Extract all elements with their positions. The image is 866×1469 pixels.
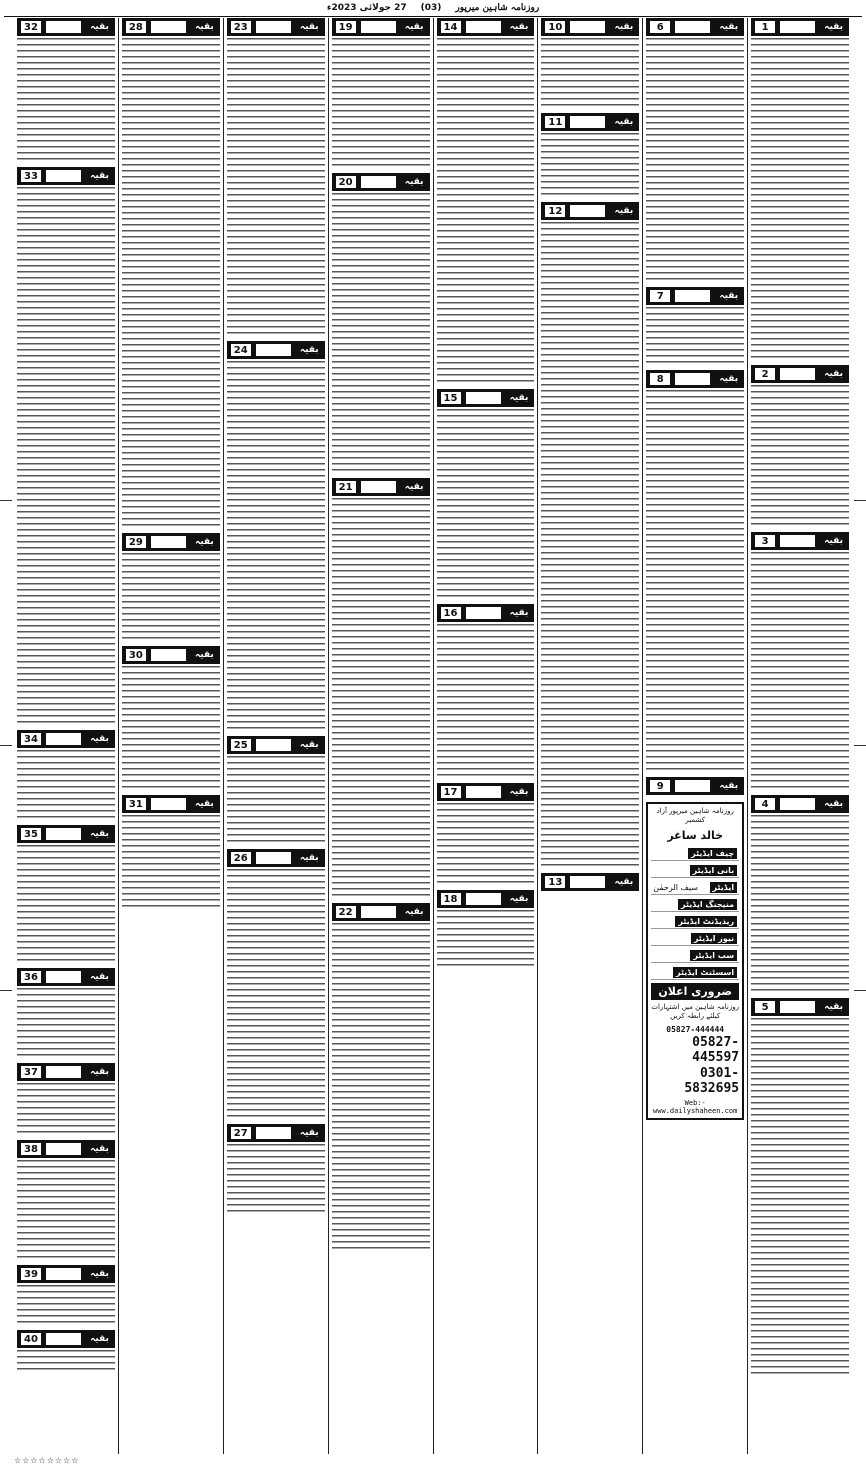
continuation-label: بقیہ xyxy=(404,22,424,32)
continuation-header xyxy=(751,18,849,36)
article-text xyxy=(646,307,744,367)
article-text xyxy=(227,869,325,1121)
continuation-header xyxy=(541,113,639,131)
continuation-number: 39 xyxy=(20,1267,42,1281)
header-band xyxy=(466,786,501,798)
continuation-item xyxy=(751,365,849,529)
article-text xyxy=(17,1083,115,1137)
header-band xyxy=(46,21,81,33)
continuation-label: بقیہ xyxy=(299,22,319,32)
continuation-number: 9 xyxy=(649,779,671,793)
continuation-item xyxy=(332,478,430,900)
continuation-item xyxy=(646,370,744,774)
continuation-header xyxy=(437,890,535,908)
header-band xyxy=(151,536,186,548)
continuation-label: بقیہ xyxy=(719,291,739,301)
continuation-number: 13 xyxy=(544,875,566,889)
continuation-item xyxy=(122,646,220,792)
staff-name: سیف الرحمٰن xyxy=(653,882,698,892)
article-text xyxy=(122,38,220,530)
header-band xyxy=(466,21,501,33)
header-band xyxy=(256,1127,291,1139)
continuation-header xyxy=(646,18,744,36)
continuation-number: 30 xyxy=(125,648,147,662)
staff-row xyxy=(651,881,739,895)
article-text xyxy=(751,552,849,792)
continuation-header xyxy=(17,1330,115,1348)
header-band xyxy=(256,739,291,751)
continuation-item xyxy=(437,890,535,970)
header-band xyxy=(780,368,815,380)
continuation-item xyxy=(541,113,639,199)
header-band xyxy=(151,798,186,810)
continuation-header xyxy=(332,903,430,921)
fold-mark-right-2 xyxy=(854,745,866,746)
fold-mark-right-3 xyxy=(854,990,866,991)
continuation-number: 24 xyxy=(230,343,252,357)
continuation-label: بقیہ xyxy=(90,734,109,744)
continuation-item xyxy=(646,777,744,797)
continuation-number: 12 xyxy=(544,204,566,218)
continuation-label: بقیہ xyxy=(194,22,214,32)
header-band xyxy=(361,21,396,33)
continuation-number: 28 xyxy=(125,20,147,34)
header-band xyxy=(46,1143,81,1155)
article-text xyxy=(17,1160,115,1262)
header-band xyxy=(151,21,186,33)
continuation-item xyxy=(541,18,639,110)
header-band xyxy=(361,906,396,918)
continuation-label: بقیہ xyxy=(614,206,634,216)
staff-row xyxy=(651,966,739,980)
staff-row xyxy=(651,915,739,929)
header-band xyxy=(675,373,710,385)
continuation-header xyxy=(437,783,535,801)
continuation-number: 27 xyxy=(230,1126,252,1140)
continuation-header xyxy=(17,1063,115,1081)
continuation-header xyxy=(17,18,115,36)
continuation-header xyxy=(227,1124,325,1142)
continuation-label: بقیہ xyxy=(90,1067,109,1077)
article-text xyxy=(17,988,115,1060)
phone-small: 05827-444444 xyxy=(666,1024,725,1034)
staff-row xyxy=(651,847,739,861)
continuation-label: بقیہ xyxy=(90,1334,109,1344)
continuation-label: بقیہ xyxy=(509,894,529,904)
header-band xyxy=(780,535,815,547)
continuation-header xyxy=(332,18,430,36)
continuation-label: بقیہ xyxy=(509,22,529,32)
phone-2: 0301-5832695 xyxy=(684,1065,740,1096)
continuation-header xyxy=(541,18,639,36)
continuation-header xyxy=(17,1265,115,1283)
header-band xyxy=(675,21,710,33)
continuation-number: 16 xyxy=(440,606,462,620)
footer-stars: ☆☆☆☆☆☆☆☆ xyxy=(14,1456,80,1465)
continuation-label: بقیہ xyxy=(614,877,634,887)
continuation-header xyxy=(227,736,325,754)
article-text xyxy=(751,1018,849,1378)
phone-numbers xyxy=(651,1025,739,1096)
header-band xyxy=(466,893,501,905)
continuation-number: 38 xyxy=(20,1142,42,1156)
continuation-header xyxy=(751,365,849,383)
news-columns xyxy=(14,18,852,1454)
header-band xyxy=(46,1268,81,1280)
header-band xyxy=(46,971,81,983)
continuation-number: 5 xyxy=(754,1000,776,1014)
article-text xyxy=(437,624,535,780)
continuation-number: 20 xyxy=(335,175,357,189)
continuation-label: بقیہ xyxy=(90,829,109,839)
website-link[interactable]: Web:-www.dailyshaheen.com xyxy=(653,1098,738,1115)
continuation-item xyxy=(437,604,535,780)
continuation-item xyxy=(332,903,430,1253)
article-text xyxy=(122,553,220,643)
continuation-item xyxy=(227,849,325,1121)
continuation-number: 33 xyxy=(20,169,42,183)
continuation-header xyxy=(17,968,115,986)
continuation-number: 23 xyxy=(230,20,252,34)
staff-box xyxy=(646,802,744,1120)
continuation-header xyxy=(17,730,115,748)
continuation-header xyxy=(332,478,430,496)
header-band xyxy=(780,21,815,33)
continuation-label: بقیہ xyxy=(194,650,214,660)
continuation-label: بقیہ xyxy=(299,853,319,863)
article-text xyxy=(332,923,430,1253)
fold-mark-left-3 xyxy=(0,990,12,991)
continuation-header xyxy=(122,533,220,551)
article-text xyxy=(227,1144,325,1216)
continuation-number: 26 xyxy=(230,851,252,865)
column-2 xyxy=(642,18,747,1454)
continuation-number: 36 xyxy=(20,970,42,984)
column-6 xyxy=(223,18,328,1454)
staff-role: ایڈیٹر xyxy=(710,882,738,893)
continuation-header xyxy=(541,873,639,891)
fold-mark-left-2 xyxy=(0,745,12,746)
continuation-number: 1 xyxy=(754,20,776,34)
continuation-header xyxy=(751,795,849,813)
continuation-item xyxy=(751,18,849,362)
continuation-number: 17 xyxy=(440,785,462,799)
staff-row xyxy=(651,898,739,912)
continuation-label: بقیہ xyxy=(404,907,424,917)
issue-date: 27 جولائی 2023ء xyxy=(326,3,407,13)
continuation-label: بقیہ xyxy=(90,972,109,982)
header-band xyxy=(361,481,396,493)
continuation-label: بقیہ xyxy=(90,1269,109,1279)
header-band xyxy=(46,1066,81,1078)
continuation-item xyxy=(227,18,325,338)
article-text xyxy=(437,409,535,601)
continuation-header xyxy=(227,849,325,867)
continuation-label: بقیہ xyxy=(509,787,529,797)
article-text xyxy=(541,133,639,199)
fold-mark-right-1 xyxy=(854,500,866,501)
header-band xyxy=(361,176,396,188)
staff-role: سب ایڈیٹر xyxy=(690,950,737,961)
article-text xyxy=(332,193,430,475)
continuation-item xyxy=(332,173,430,475)
continuation-item xyxy=(541,202,639,870)
continuation-number: 37 xyxy=(20,1065,42,1079)
article-text xyxy=(646,390,744,774)
continuation-label: بقیہ xyxy=(90,1144,109,1154)
staff-row xyxy=(651,864,739,878)
header-band xyxy=(466,392,501,404)
continuation-item xyxy=(17,1265,115,1327)
continuation-item xyxy=(646,18,744,284)
continuation-number: 2 xyxy=(754,367,776,381)
column-7 xyxy=(118,18,223,1454)
continuation-number: 3 xyxy=(754,534,776,548)
header-band xyxy=(570,876,605,888)
continuation-item xyxy=(437,389,535,601)
continuation-label: بقیہ xyxy=(824,536,843,546)
page-number: (03) xyxy=(420,3,442,13)
header-band xyxy=(675,780,710,792)
continuation-header xyxy=(541,202,639,220)
continuation-header xyxy=(227,18,325,36)
newspaper-name: روزنامہ شاہین میرپور xyxy=(455,3,540,13)
continuation-header xyxy=(437,604,535,622)
article-text xyxy=(437,38,535,386)
continuation-item xyxy=(17,968,115,1060)
continuation-header xyxy=(17,167,115,185)
continuation-item xyxy=(646,287,744,367)
continuation-item xyxy=(17,730,115,822)
staff-role: بانی ایڈیٹر xyxy=(690,865,738,876)
continuation-header xyxy=(437,389,535,407)
continuation-number: 32 xyxy=(20,20,42,34)
continuation-item xyxy=(17,825,115,965)
article-text xyxy=(541,38,639,110)
continuation-number: 25 xyxy=(230,738,252,752)
continuation-item xyxy=(751,998,849,1378)
article-text xyxy=(17,1285,115,1327)
column-5 xyxy=(328,18,433,1454)
continuation-number: 7 xyxy=(649,289,671,303)
fold-mark-left-1 xyxy=(0,500,12,501)
continuation-number: 34 xyxy=(20,732,42,746)
header-band xyxy=(466,607,501,619)
continuation-label: بقیہ xyxy=(404,177,424,187)
continuation-label: بقیہ xyxy=(824,1002,843,1012)
article-text xyxy=(751,815,849,995)
continuation-label: بقیہ xyxy=(299,1128,319,1138)
continuation-number: 14 xyxy=(440,20,462,34)
article-text xyxy=(17,38,115,164)
continuation-item xyxy=(227,1124,325,1216)
header-band xyxy=(780,798,815,810)
article-text xyxy=(17,187,115,727)
article-text xyxy=(646,38,744,284)
staff-role: منیجنگ ایڈیٹر xyxy=(678,899,737,910)
header-band xyxy=(46,733,81,745)
article-text xyxy=(227,361,325,733)
header-band xyxy=(570,205,605,217)
header-band xyxy=(46,828,81,840)
continuation-header xyxy=(646,370,744,388)
article-text xyxy=(437,803,535,887)
staff-role: ریذیڈنٹ ایڈیٹر xyxy=(675,916,737,927)
continuation-label: بقیہ xyxy=(824,799,843,809)
masthead-rule xyxy=(4,16,862,17)
article-text xyxy=(751,38,849,362)
staff-row xyxy=(651,932,739,946)
continuation-item xyxy=(751,532,849,792)
article-text xyxy=(17,1350,115,1374)
continuation-header xyxy=(122,795,220,813)
article-text xyxy=(541,222,639,870)
header-band xyxy=(46,1333,81,1345)
article-text xyxy=(751,385,849,529)
staff-note: روزنامہ شاہین میرپور آزاد کشمیر xyxy=(656,807,734,825)
article-text xyxy=(17,750,115,822)
continuation-item xyxy=(332,18,430,170)
continuation-header xyxy=(227,341,325,359)
continuation-item xyxy=(17,18,115,164)
continuation-label: بقیہ xyxy=(299,740,319,750)
continuation-number: 19 xyxy=(335,20,357,34)
continuation-label: بقیہ xyxy=(614,22,634,32)
continuation-header xyxy=(332,173,430,191)
staff-row xyxy=(651,949,739,963)
continuation-label: بقیہ xyxy=(824,369,843,379)
continuation-label: بقیہ xyxy=(509,608,529,618)
staff-role: چیف ایڈیٹر xyxy=(688,848,737,859)
continuation-label: بقیہ xyxy=(90,22,109,32)
continuation-label: بقیہ xyxy=(824,22,843,32)
header-band xyxy=(256,344,291,356)
continuation-item xyxy=(437,18,535,386)
continuation-header xyxy=(437,18,535,36)
header-band xyxy=(256,852,291,864)
column-4 xyxy=(433,18,538,1454)
continuation-header xyxy=(646,287,744,305)
continuation-item xyxy=(122,533,220,643)
header-band xyxy=(780,1001,815,1013)
article-text xyxy=(122,666,220,792)
continuation-header xyxy=(751,532,849,550)
continuation-label: بقیہ xyxy=(194,537,214,547)
staff-role: نیوز ایڈیٹر xyxy=(691,933,737,944)
continuation-item xyxy=(122,795,220,911)
article-text xyxy=(227,38,325,338)
header-band xyxy=(46,170,81,182)
column-3 xyxy=(537,18,642,1454)
continuation-number: 29 xyxy=(125,535,147,549)
continuation-header xyxy=(122,646,220,664)
continuation-label: بقیہ xyxy=(719,374,739,384)
header-band xyxy=(570,116,605,128)
header-band xyxy=(570,21,605,33)
continuation-number: 35 xyxy=(20,827,42,841)
continuation-number: 31 xyxy=(125,797,147,811)
continuation-number: 11 xyxy=(544,115,566,129)
notice-text: روزنامہ شاہین میں اشتہارات کیلئے رابطہ کریں xyxy=(651,1002,739,1021)
column-8 xyxy=(14,18,118,1454)
phone-1: 05827-445597 xyxy=(692,1034,740,1065)
continuation-item xyxy=(227,736,325,846)
continuation-number: 8 xyxy=(649,372,671,386)
continuation-number: 10 xyxy=(544,20,566,34)
editor-name: خالد ساغر xyxy=(667,828,724,842)
continuation-number: 15 xyxy=(440,391,462,405)
continuation-item xyxy=(437,783,535,887)
continuation-label: بقیہ xyxy=(90,171,109,181)
continuation-number: 6 xyxy=(649,20,671,34)
notice-title: ضروری اعلان xyxy=(651,983,739,1000)
continuation-header xyxy=(17,825,115,843)
continuation-label: بقیہ xyxy=(719,22,739,32)
continuation-item xyxy=(17,167,115,727)
continuation-header xyxy=(122,18,220,36)
masthead xyxy=(0,0,866,16)
article-text xyxy=(332,38,430,170)
continuation-header xyxy=(17,1140,115,1158)
continuation-number: 22 xyxy=(335,905,357,919)
continuation-label: بقیہ xyxy=(404,482,424,492)
header-band xyxy=(675,290,710,302)
continuation-item xyxy=(17,1140,115,1262)
continuation-header xyxy=(751,998,849,1016)
continuation-label: بقیہ xyxy=(299,345,319,355)
continuation-item xyxy=(751,795,849,995)
article-text xyxy=(437,910,535,970)
column-1 xyxy=(747,18,852,1454)
continuation-label: بقیہ xyxy=(194,799,214,809)
article-text xyxy=(227,756,325,846)
continuation-item xyxy=(122,18,220,530)
continuation-item xyxy=(227,341,325,733)
continuation-header xyxy=(646,777,744,795)
continuation-number: 21 xyxy=(335,480,357,494)
article-text xyxy=(332,498,430,900)
header-band xyxy=(256,21,291,33)
continuation-number: 18 xyxy=(440,892,462,906)
continuation-label: بقیہ xyxy=(719,781,739,791)
header-band xyxy=(151,649,186,661)
staff-role: اسسٹنٹ ایڈیٹر xyxy=(673,967,737,978)
continuation-label: بقیہ xyxy=(509,393,529,403)
continuation-item xyxy=(17,1330,115,1374)
continuation-number: 4 xyxy=(754,797,776,811)
continuation-label: بقیہ xyxy=(614,117,634,127)
article-text xyxy=(122,815,220,911)
continuation-item xyxy=(17,1063,115,1137)
continuation-item xyxy=(541,873,639,893)
continuation-number: 40 xyxy=(20,1332,42,1346)
article-text xyxy=(17,845,115,965)
